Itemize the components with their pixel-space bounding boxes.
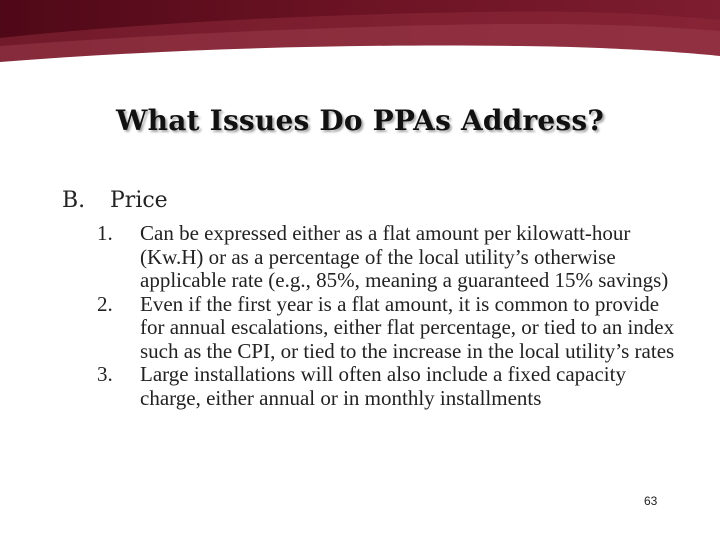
price-point-list — [97, 222, 677, 410]
list-item — [97, 293, 677, 364]
page-number: 63 — [644, 494, 658, 508]
list-item-text: Large installations will often also include a fixed capacity charge, either annual or in monthly installments — [140, 362, 626, 410]
section-marker: B. — [62, 188, 86, 213]
list-item-text: Even if the first year is a flat amount, it is common to provide for annual escalations, either flat percentage, or tied to an index such as the CPI, or tied to the increase in the local utility’s rates — [140, 291, 675, 363]
list-item — [97, 222, 677, 293]
section-label: Price — [110, 188, 168, 213]
list-item-text: Can be expressed either as a flat amount per kilowatt-hour (Kw.H) or as a percentage of the local utility’s otherwise applicable rate (e.g., 85%, meaning a guaranteed 15% savings) — [140, 221, 669, 292]
slide-title: What Issues Do PPAs Address? — [116, 104, 604, 137]
list-item — [97, 363, 677, 410]
section-heading — [62, 188, 168, 213]
header-banner — [0, 0, 720, 80]
list-item-number: 3. — [97, 362, 113, 386]
list-item-number: 2. — [97, 291, 113, 316]
list-item-number: 1. — [97, 221, 113, 245]
